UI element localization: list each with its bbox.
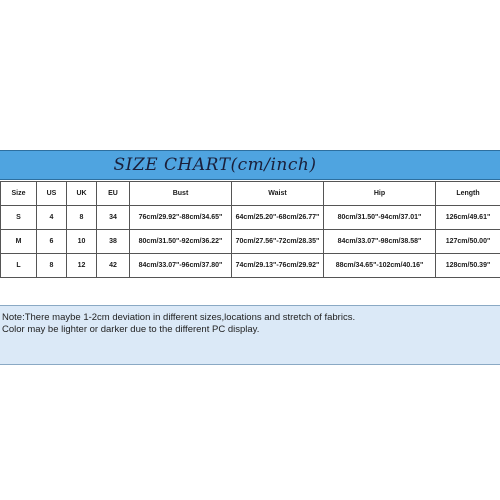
cell-length: 126cm/49.61" <box>436 206 500 230</box>
cell-hip: 80cm/31.50"-94cm/37.01" <box>324 206 436 230</box>
table-row <box>1 206 500 230</box>
note-deviation: Note:There maybe 1-2cm deviation in different sizes,locations and stretch of fabrics. <box>2 312 356 323</box>
cell-us: 8 <box>37 254 67 278</box>
cell-us: 6 <box>37 230 67 254</box>
cell-size: L <box>1 254 37 278</box>
title-bar <box>0 150 500 180</box>
header-bust: Bust <box>130 182 232 206</box>
note-color: Color may be lighter or darker due to the different PC display. <box>2 324 260 335</box>
cell-uk: 12 <box>67 254 97 278</box>
cell-hip: 88cm/34.65"-102cm/40.16" <box>324 254 436 278</box>
header-size: Size <box>1 182 37 206</box>
table-row <box>1 254 500 278</box>
header-uk: UK <box>67 182 97 206</box>
cell-uk: 8 <box>67 206 97 230</box>
cell-waist: 70cm/27.56"-72cm/28.35" <box>232 230 324 254</box>
cell-waist: 64cm/25.20"-68cm/26.77" <box>232 206 324 230</box>
header-eu: EU <box>97 182 130 206</box>
header-waist: Waist <box>232 182 324 206</box>
cell-bust: 76cm/29.92"-88cm/34.65" <box>130 206 232 230</box>
cell-hip: 84cm/33.07"-98cm/38.58" <box>324 230 436 254</box>
cell-bust: 80cm/31.50"-92cm/36.22" <box>130 230 232 254</box>
table-row <box>1 230 500 254</box>
cell-uk: 10 <box>67 230 97 254</box>
cell-eu: 34 <box>97 206 130 230</box>
size-chart-title: SIZE CHART(cm/inch) <box>113 155 317 175</box>
table-header-row <box>1 182 500 206</box>
cell-length: 128cm/50.39" <box>436 254 500 278</box>
cell-us: 4 <box>37 206 67 230</box>
header-hip: Hip <box>324 182 436 206</box>
cell-bust: 84cm/33.07"-96cm/37.80" <box>130 254 232 278</box>
cell-waist: 74cm/29.13"-76cm/29.92" <box>232 254 324 278</box>
cell-size: M <box>1 230 37 254</box>
cell-size: S <box>1 206 37 230</box>
header-us: US <box>37 182 67 206</box>
cell-eu: 42 <box>97 254 130 278</box>
cell-eu: 38 <box>97 230 130 254</box>
note-box <box>0 305 500 365</box>
cell-length: 127cm/50.00" <box>436 230 500 254</box>
header-length: Length <box>436 182 500 206</box>
size-chart <box>0 150 500 366</box>
size-table <box>0 181 500 278</box>
